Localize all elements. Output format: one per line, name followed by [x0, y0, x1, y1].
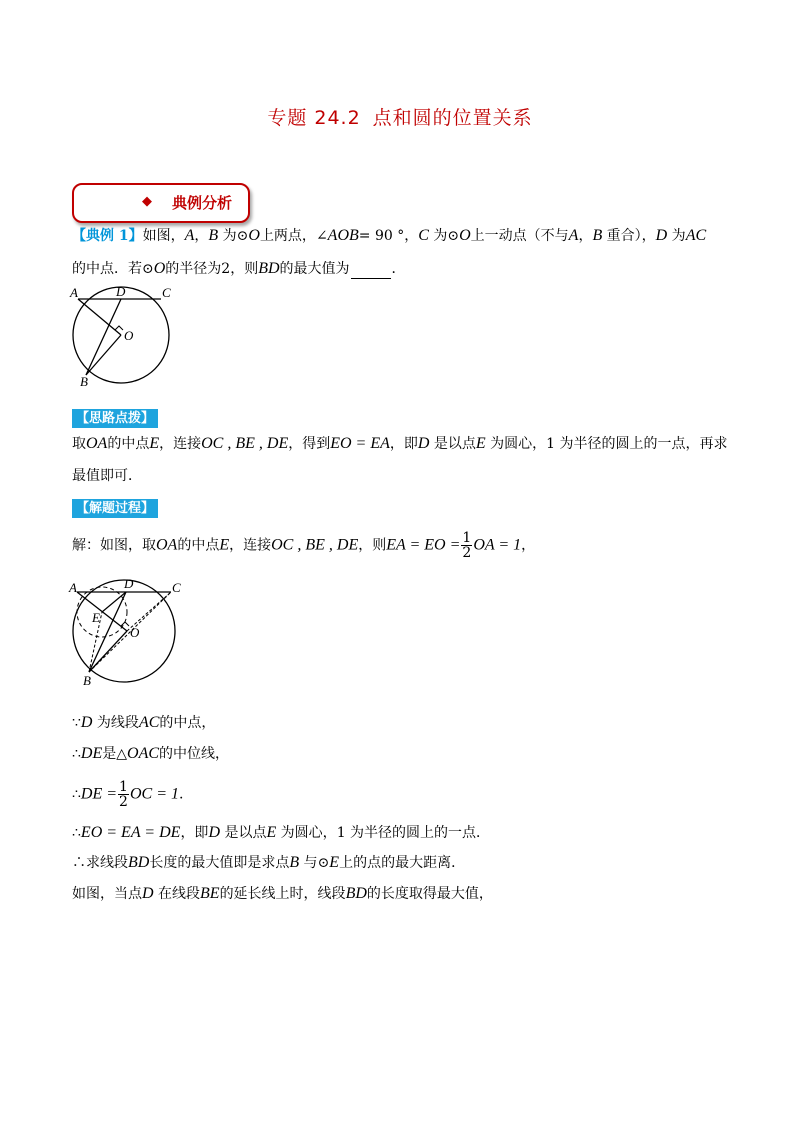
- fig1-label-B: B: [80, 374, 88, 389]
- fig2-right-angle: [121, 622, 129, 626]
- fig2-label-E: E: [92, 610, 100, 625]
- text: 1: [336, 825, 346, 841]
- var-BE: BE: [200, 885, 220, 902]
- text: 的最大值为: [279, 261, 350, 277]
- fraction-half: [461, 531, 472, 560]
- var-equation: EA = EO =: [386, 536, 461, 554]
- text: ，: [521, 537, 536, 554]
- text: ，即: [180, 825, 209, 841]
- var-segments: OC , BE , DE: [201, 435, 289, 452]
- text: = 90 °，: [358, 228, 419, 244]
- text: 的中点，: [159, 715, 216, 731]
- text: ，: [578, 228, 593, 244]
- fig2-segment-ED: [102, 592, 126, 612]
- var-equation: OA = 1: [473, 536, 522, 554]
- text: 的中点: [177, 537, 220, 554]
- var-equation: EO = EA: [330, 435, 390, 452]
- var-E: E: [329, 854, 340, 871]
- var-equation: OC = 1: [129, 785, 179, 803]
- fraction-denominator: 2: [119, 794, 128, 810]
- solution-line-5: [72, 823, 490, 843]
- fig1-segment-BO: [86, 335, 121, 375]
- page-title: [0, 103, 800, 130]
- var-OA: OA: [86, 435, 108, 452]
- text: 的延长线上时，线段: [219, 886, 346, 902]
- fig2-label-A: A: [69, 580, 77, 595]
- triangle-symbol: △: [116, 746, 128, 762]
- var-B: B: [592, 227, 603, 244]
- var-B: B: [208, 227, 219, 244]
- var-C: C: [418, 227, 429, 244]
- fig1-label-C: C: [162, 285, 171, 300]
- solution-line-6: [72, 853, 465, 873]
- solution-line-3: [72, 744, 229, 764]
- therefore-symbol: ∴: [72, 825, 81, 841]
- solution-tag: [72, 497, 158, 516]
- text: 为圆心，: [485, 436, 547, 452]
- var-E: E: [149, 435, 160, 452]
- var-AC: AC: [685, 227, 707, 244]
- hint-tag: [72, 407, 158, 426]
- section-label: 典例分析: [172, 194, 233, 212]
- text: 如图，: [142, 228, 185, 244]
- var-A: A: [184, 227, 195, 244]
- text: 为线段: [92, 715, 139, 731]
- var-O: O: [153, 260, 166, 277]
- therefore-symbol: ∴: [72, 746, 81, 762]
- example-tag: 【典例 1】: [72, 228, 143, 244]
- var-OA: OA: [156, 536, 178, 554]
- text: ∴求线段: [72, 855, 128, 871]
- text: 1: [546, 436, 556, 452]
- var-BD: BD: [128, 854, 150, 871]
- text: 的长度取得最大值，: [366, 886, 493, 902]
- text: ，得到: [288, 436, 331, 452]
- solution-line-1: [72, 531, 535, 560]
- solution-line-4: [72, 780, 183, 809]
- text: 上两点，: [259, 228, 316, 244]
- angle-symbol: ∠: [315, 228, 328, 244]
- text: 上的点的最大距离．: [339, 855, 466, 871]
- text: 为: [218, 228, 237, 244]
- var-O: O: [248, 227, 260, 244]
- title-text: 点和圆的位置关系: [372, 107, 533, 129]
- solution-line-7: [72, 884, 493, 904]
- text: 为半径的圆上的一点．: [345, 825, 491, 841]
- text: 2: [221, 261, 231, 277]
- text: 与: [299, 855, 318, 871]
- fig2-segment-BD: [89, 592, 126, 672]
- fig2-segment-BO: [89, 631, 127, 672]
- text: 重合），: [602, 228, 656, 244]
- var-O: O: [459, 227, 471, 244]
- text: 为: [428, 228, 448, 244]
- text: ，则: [230, 261, 259, 277]
- var-D: D: [208, 824, 220, 841]
- text: 的中位线，: [159, 746, 230, 762]
- var-equation: DE =: [80, 785, 118, 803]
- text: 最值即可．: [72, 468, 142, 484]
- text: 的半径为: [165, 261, 222, 277]
- figure-2: [66, 575, 191, 690]
- var-D: D: [417, 435, 430, 452]
- fig2-label-B: B: [83, 673, 91, 688]
- fraction-denominator: 2: [462, 545, 472, 561]
- diamond-icon: ◆: [142, 194, 152, 209]
- fig1-label-A: A: [70, 285, 78, 300]
- hint-line-2: [72, 466, 142, 486]
- solution-line-2: [72, 713, 215, 733]
- var-D: D: [142, 885, 154, 902]
- text: ．: [391, 261, 406, 277]
- text: .: [179, 786, 184, 803]
- fraction-numerator: 1: [119, 779, 128, 795]
- fig1-label-D: D: [116, 285, 126, 299]
- text: ，即: [389, 436, 418, 452]
- var-D: D: [655, 227, 668, 244]
- var-DE: DE: [80, 745, 103, 762]
- var-segments: OC , BE , DE: [271, 536, 359, 554]
- circle-symbol: ⊙: [447, 228, 460, 244]
- circle-symbol: ⊙: [142, 261, 154, 277]
- text: ，则: [358, 537, 387, 554]
- var-AC: AC: [138, 714, 160, 731]
- var-BD: BD: [258, 260, 280, 277]
- fig1-label-O: O: [124, 328, 134, 343]
- var-AOB: AOB: [327, 227, 359, 244]
- because-symbol: ∵: [72, 715, 81, 731]
- fig2-label-D: D: [124, 576, 134, 591]
- var-BD: BD: [345, 885, 367, 902]
- text: 是: [102, 746, 117, 762]
- text: 为半径的圆上的一点，再求: [555, 436, 728, 452]
- text: ，连接: [159, 436, 202, 452]
- circle-symbol: ⊙: [317, 855, 330, 871]
- text: ，: [194, 228, 209, 244]
- var-E: E: [219, 536, 230, 554]
- hint-line-1: [72, 434, 728, 454]
- text: 如图，当点: [72, 886, 142, 902]
- var-E: E: [475, 435, 486, 452]
- title-number: 专题 24.2: [267, 107, 361, 129]
- fig2-label-C: C: [172, 580, 181, 595]
- text: 为圆心，: [276, 825, 337, 841]
- text: 长度的最大值即是求点: [149, 855, 290, 871]
- var-B: B: [289, 854, 300, 871]
- text: 是以点: [429, 436, 476, 452]
- fig2-label-O: O: [130, 625, 140, 640]
- var-A: A: [568, 227, 579, 244]
- figure-1: [66, 285, 186, 390]
- text: 的中点: [107, 436, 150, 452]
- text: 在线段: [153, 886, 201, 902]
- example-line-1: [72, 226, 706, 246]
- text: 的中点．若: [72, 261, 142, 277]
- text: 上一动点（不与: [470, 228, 569, 244]
- fraction-half: [118, 780, 129, 809]
- text: 解：如图，取: [72, 537, 156, 554]
- text: 为: [667, 228, 686, 244]
- var-E: E: [266, 824, 277, 841]
- fig1-right-angle: [115, 326, 123, 330]
- text: 是以点: [220, 825, 267, 841]
- section-header-box: [72, 183, 250, 223]
- var-OAC: OAC: [127, 745, 160, 762]
- solution-tag-text: 【解题过程】: [72, 499, 158, 518]
- text: ，连接: [229, 537, 272, 554]
- fraction-numerator: 1: [462, 530, 472, 546]
- example-line-2: [72, 259, 406, 279]
- hint-tag-text: 【思路点拨】: [72, 409, 158, 428]
- text: 取: [72, 436, 86, 452]
- fig1-segment-AO: [78, 299, 121, 335]
- therefore-symbol: ∴: [72, 786, 81, 803]
- var-D: D: [80, 714, 93, 731]
- var-equation: EO = EA = DE: [80, 824, 181, 841]
- circle-symbol: ⊙: [236, 228, 249, 244]
- answer-blank: [351, 264, 391, 279]
